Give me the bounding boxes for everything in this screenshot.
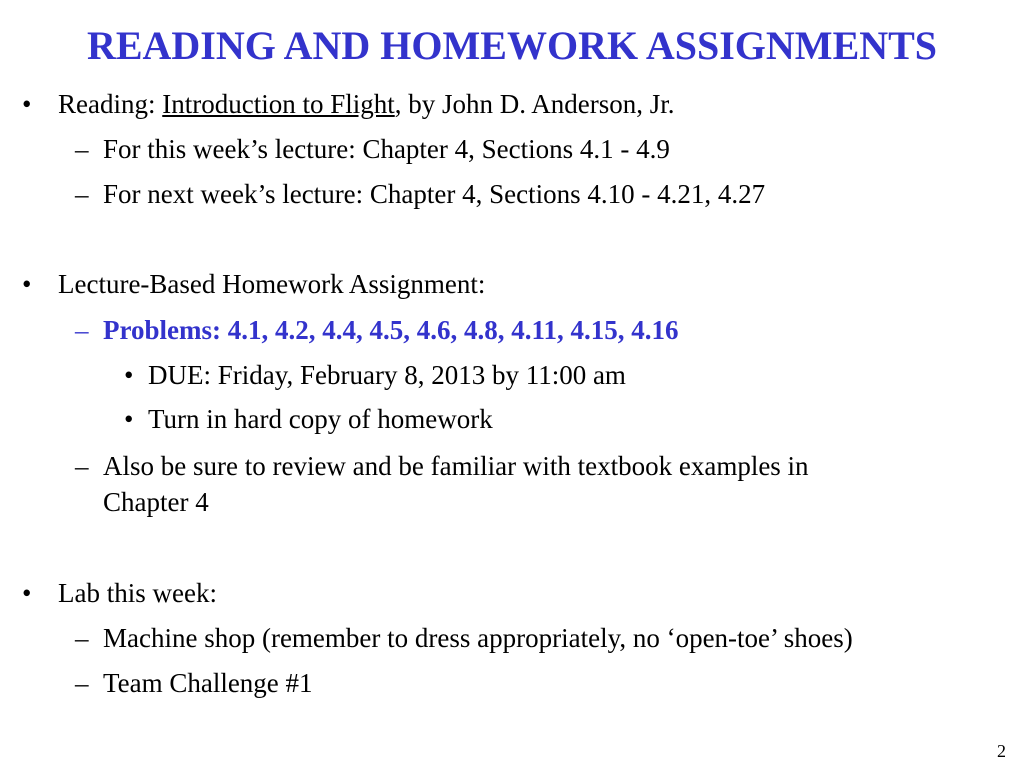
- lab-heading: Lab this week:: [58, 578, 217, 608]
- bullet-marker: •: [22, 89, 32, 119]
- book-title: Introduction to Flight: [162, 89, 395, 119]
- homework-due-date: DUE: Friday, February 8, 2013 by 11:00 am: [148, 360, 626, 390]
- dash-marker: –: [75, 451, 89, 481]
- homework-review-line-2: Chapter 4: [103, 487, 209, 517]
- dash-marker: –: [75, 668, 89, 698]
- homework-problems: Problems: 4.1, 4.2, 4.4, 4.5, 4.6, 4.8, 4.11, 4.15, 4.16: [103, 315, 679, 345]
- dash-marker: –: [75, 134, 89, 164]
- bullet-marker: •: [22, 578, 32, 608]
- homework-hard-copy: Turn in hard copy of homework: [148, 404, 493, 434]
- reading-line: [58, 88, 675, 120]
- dash-marker: –: [75, 315, 89, 345]
- dash-marker: –: [75, 623, 89, 653]
- bullet-marker: •: [22, 269, 32, 299]
- reading-suffix: , by John D. Anderson, Jr.: [394, 89, 675, 119]
- lab-item-machine-shop: Machine shop (remember to dress appropriately, no ‘open-toe’ shoes): [103, 623, 853, 653]
- bullet-marker: •: [124, 404, 134, 434]
- dash-marker: –: [75, 179, 89, 209]
- homework-heading: Lecture-Based Homework Assignment:: [58, 269, 486, 299]
- reading-item-next-week: For next week’s lecture: Chapter 4, Sections 4.10 - 4.21, 4.27: [103, 179, 766, 209]
- slide-title: READING AND HOMEWORK ASSIGNMENTS: [86, 23, 938, 68]
- bullet-marker: •: [124, 360, 134, 390]
- reading-prefix: Reading:: [58, 89, 163, 119]
- lab-item-team-challenge: Team Challenge #1: [103, 668, 313, 698]
- page-number: 2: [997, 741, 1006, 761]
- homework-review-line-1: Also be sure to review and be familiar with textbook examples in: [103, 451, 809, 481]
- reading-item-this-week: For this week’s lecture: Chapter 4, Sections 4.1 - 4.9: [103, 134, 670, 164]
